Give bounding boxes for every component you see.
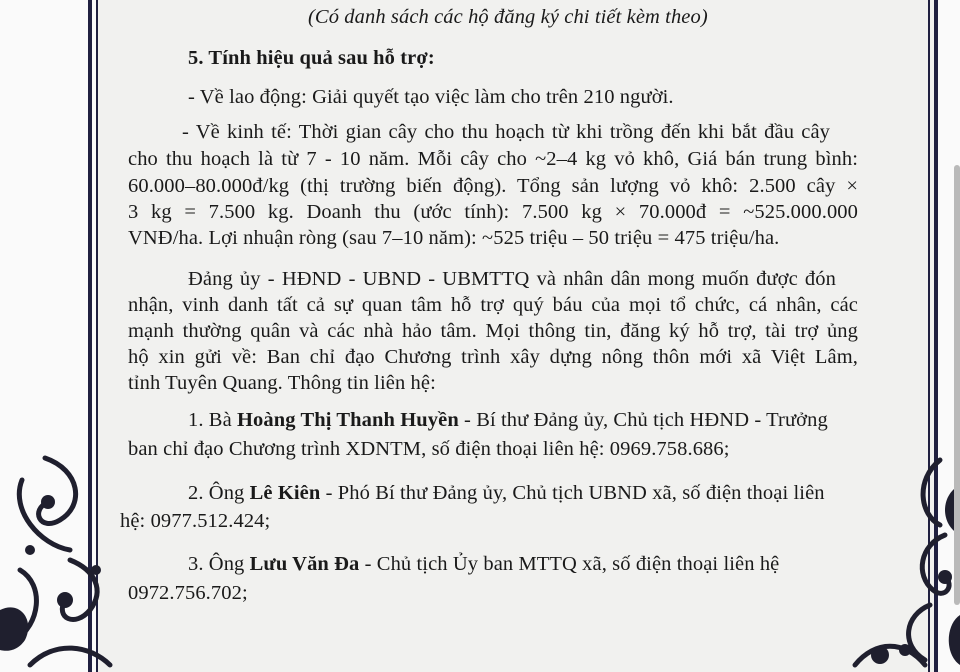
scrollbar[interactable] <box>954 165 960 605</box>
contact-1-line-1: 1. Bà Hoàng Thị Thanh Huyền - Bí thư Đảng ủy, Chủ tịch HĐND - Trưởng <box>188 409 828 431</box>
contact-3-line-2: 0972.756.702; <box>128 582 248 604</box>
economic-line-4: 3 kg = 7.500 kg. Doanh thu (ước tính): 7.500 kg × 70.000đ = ~525.000.000 <box>128 201 858 223</box>
contact-2-line-2: hệ: 0977.512.424; <box>120 510 271 532</box>
labor-effect: - Về lao động: Giải quyết tạo việc làm cho trên 210 người. <box>188 86 674 108</box>
appeal-line-1: Đảng ủy - HĐND - UBND - UBMTTQ và nhân dân mong muốn được đón <box>188 268 836 290</box>
economic-line-3: 60.000–80.000đ/kg (thị trường biến động). Tổng sản lượng vỏ khô: 2.500 cây × <box>128 175 858 197</box>
contact-3-line-1: 3. Ông Lưu Văn Đa - Chủ tịch Ủy ban MTTQ xã, số điện thoại liên hệ <box>188 553 780 575</box>
contact-1-name: Hoàng Thị Thanh Huyền <box>237 409 459 431</box>
contact-1-line-2: ban chỉ đạo Chương trình XDNTM, số điện thoại liên hệ: 0969.758.686; <box>128 438 730 460</box>
economic-line-2: cho thu hoạch là từ 7 - 10 năm. Mỗi cây cho ~2–4 kg vỏ khô, Giá bán trung bình: <box>128 148 858 170</box>
appeal-line-3: mạnh thường quân và các nhà hảo tâm. Mọi thông tin, đăng ký hỗ trợ, tài trợ ủng <box>128 320 858 342</box>
appeal-line-2: nhận, vinh danh tất cả sự quan tâm hỗ trợ quý báu của mọi tổ chức, cá nhân, các <box>128 294 858 316</box>
economic-line-1: - Về kinh tế: Thời gian cây cho thu hoạch từ khi trồng đến khi bắt đầu cây <box>182 121 830 143</box>
contact-3-name: Lưu Văn Đa <box>249 553 360 575</box>
contact-2-line-1: 2. Ông Lê Kiên - Phó Bí thư Đảng ủy, Chủ tịch UBND xã, số điện thoại liên <box>188 482 825 504</box>
economic-line-5: VNĐ/ha. Lợi nhuận ròng (sau 7–10 năm): ~525 triệu – 50 triệu = 475 triệu/ha. <box>128 227 780 249</box>
appeal-line-5: tỉnh Tuyên Quang. Thông tin liên hệ: <box>128 372 436 394</box>
section-heading: 5. Tính hiệu quả sau hỗ trợ: <box>188 47 435 69</box>
left-ornament-icon <box>0 450 125 672</box>
appeal-line-4: hộ xin gửi về: Ban chỉ đạo Chương trình xây dựng nông thôn mới xã Việt Lâm, <box>128 346 858 368</box>
right-ornament-icon <box>845 455 960 672</box>
attachment-note: (Có danh sách các hộ đăng ký chi tiết kèm theo) <box>308 6 708 28</box>
contact-2-name: Lê Kiên <box>249 482 321 504</box>
